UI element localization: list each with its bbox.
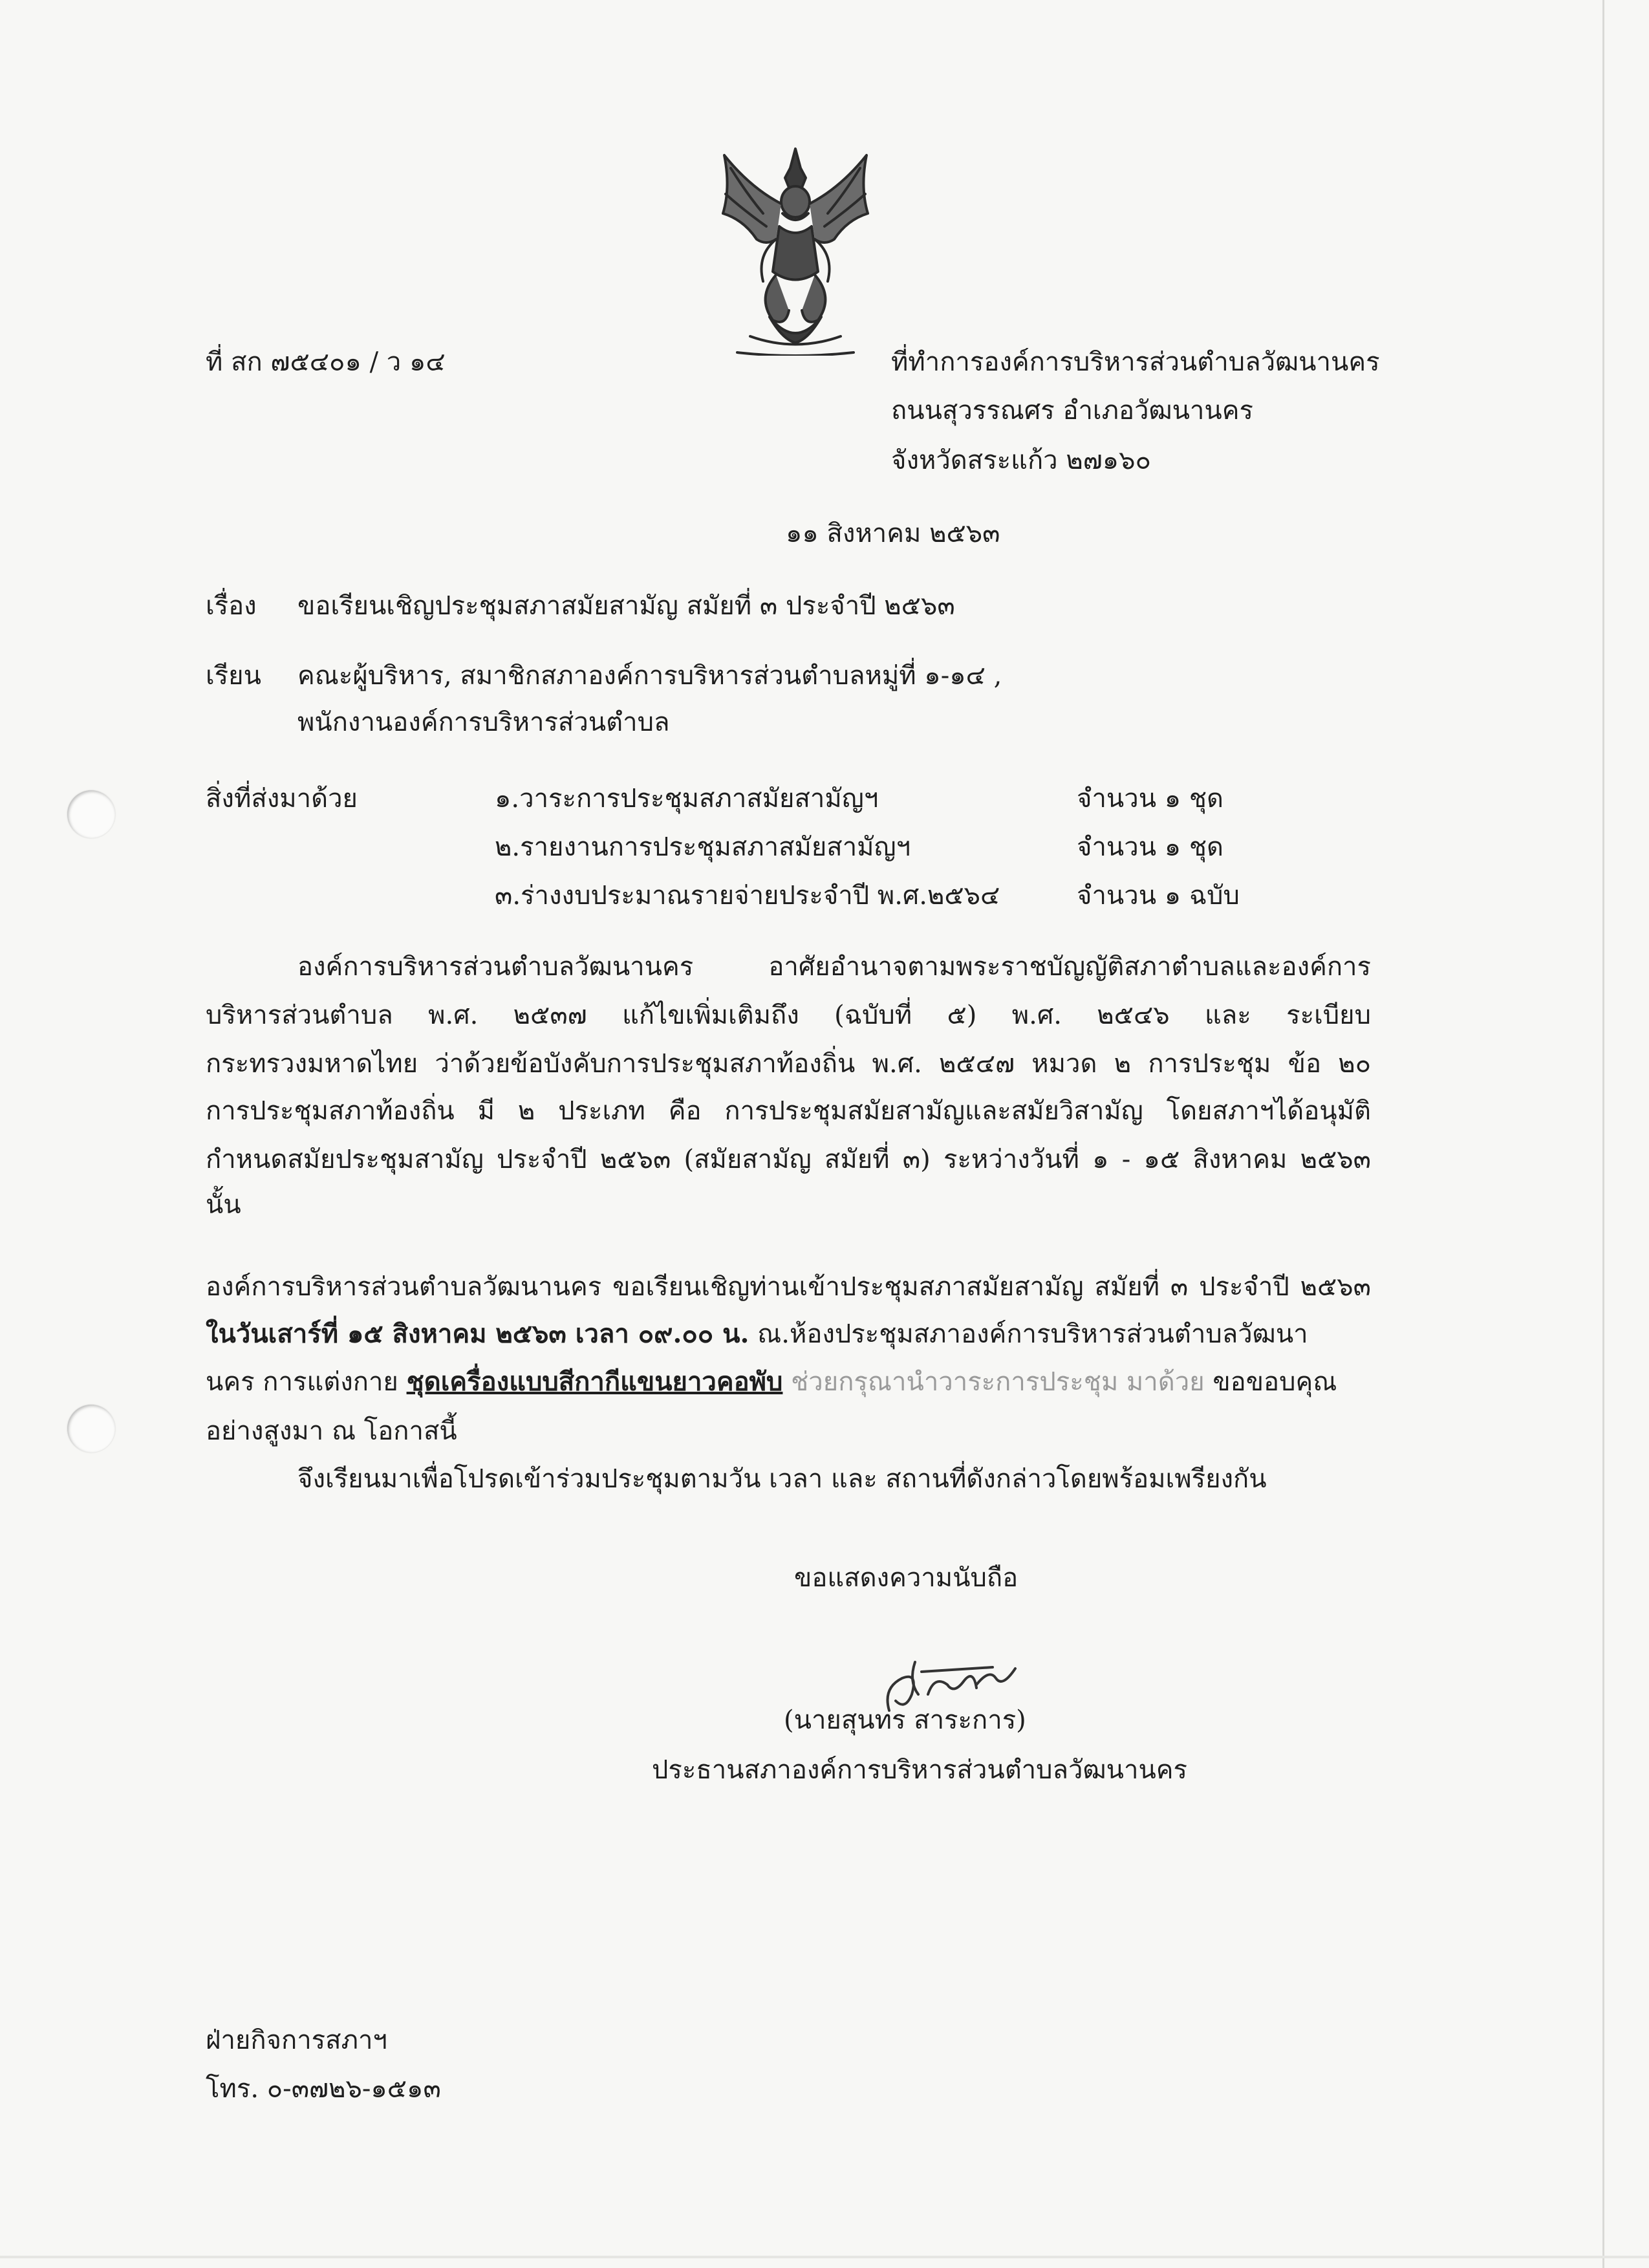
dress-code-lead: นคร การแต่งกาย bbox=[206, 1367, 407, 1397]
page-bottom-edge bbox=[0, 2256, 1649, 2258]
body-paragraph-1-line: การประชุมสภาท้องถิ่น มี ๒ ประเภท คือ การประชุมสมัยสามัญและสมัยวิสามัญ โดยสภาฯได้อนุมัติ bbox=[206, 1096, 1371, 1126]
body-paragraph-2-line-2 bbox=[206, 1318, 1308, 1350]
subject-text: ขอเรียนเชิญประชุมสภาสมัยสามัญ สมัยที่ ๓ ประจำปี ๒๕๖๓ bbox=[297, 591, 955, 621]
body-paragraph-2-line-4: อย่างสูงมา ณ โอกาสนี้ bbox=[206, 1416, 457, 1446]
addressee-line-1: คณะผู้บริหาร, สมาชิกสภาองค์การบริหารส่วนตำบลหมู่ที่ ๑-๑๔ , bbox=[297, 661, 1002, 691]
body-paragraph-2-line-1: องค์การบริหารส่วนตำบลวัฒนานคร ขอเรียนเชิญท่านเข้าประชุมสภาสมัยสามัญ สมัยที่ ๓ ประจำปี ๒๕๖๓ bbox=[206, 1272, 1372, 1302]
agenda-request: ช่วยกรุณานำวาระการประชุม มาด้วย bbox=[782, 1367, 1205, 1397]
body-paragraph-1-line: องค์การบริหารส่วนตำบลวัฒนานคร อาศัยอำนาจตามพระราชบัญญัติสภาตำบลและองค์การ bbox=[297, 952, 1371, 982]
office-address-line-3: จังหวัดสระแก้ว ๒๗๑๖๐ bbox=[891, 446, 1151, 475]
punch-hole-bottom bbox=[67, 1405, 115, 1453]
body-paragraph-1-line: บริหารส่วนตำบล พ.ศ. ๒๕๓๗ แก้ไขเพิ่มเติมถึง (ฉบับที่ ๕) พ.ศ. ๒๕๔๖ และ ระเบียบ bbox=[206, 1000, 1371, 1030]
addressee-line-2: พนักงานองค์การบริหารส่วนตำบล bbox=[297, 707, 670, 737]
dress-code: ชุดเครื่องแบบสีกากีแขนยาวคอพับ bbox=[406, 1366, 783, 1397]
punch-hole-top bbox=[67, 790, 115, 838]
reference-number: ที่ สก ๗๕๔๐๑ / ว ๑๔ bbox=[206, 347, 446, 377]
footer-department: ฝ่ายกิจการสภาฯ bbox=[206, 2025, 387, 2055]
signer-name: (นายสุนทร สาระการ) bbox=[784, 1705, 1026, 1735]
footer-phone: โทร. ๐-๓๗๒๖-๑๕๑๓ bbox=[206, 2074, 441, 2104]
body-paragraph-1-line: นั้น bbox=[206, 1190, 241, 1220]
signer-title: ประธานสภาองค์การบริหารส่วนตำบลวัฒนานคร bbox=[652, 1755, 1188, 1785]
body-paragraph-1-line: กระทรวงมหาดไทย ว่าด้วยข้อบังคับการประชุมสภาท้องถิ่น พ.ศ. ๒๕๔๗ หมวด ๒ การประชุม ข้อ ๒๐ bbox=[206, 1049, 1371, 1079]
body-paragraph-1-line: กำหนดสมัยประชุมสามัญ ประจำปี ๒๕๖๓ (สมัยสามัญ สมัยที่ ๓) ระหว่างวันที่ ๑ - ๑๕ สิงหาคม ๒๕๖๓ bbox=[206, 1145, 1371, 1174]
office-address-line-2: ถนนสุวรรณศร อำเภอวัฒนานคร bbox=[891, 396, 1253, 426]
addressee-label: เรียน bbox=[206, 661, 261, 691]
enclosure-item: ๓.ร่างงบประมาณรายจ่ายประจำปี พ.ศ.๒๕๖๔ bbox=[495, 881, 1000, 911]
enclosures-label: สิ่งที่ส่งมาด้วย bbox=[206, 784, 358, 814]
meeting-venue: ณ.ห้องประชุมสภาองค์การบริหารส่วนตำบลวัฒนา bbox=[749, 1319, 1308, 1349]
letter-date: ๑๑ สิงหาคม ๒๕๖๓ bbox=[786, 519, 1000, 548]
enclosure-item: ๑.วาระการประชุมสภาสมัยสามัญฯ bbox=[495, 784, 879, 814]
enclosure-qty: จำนวน ๑ ชุด bbox=[1077, 784, 1223, 814]
meeting-datetime: ในวันเสาร์ที่ ๑๕ สิงหาคม ๒๕๖๓ เวลา ๐๙.๐๐ น. bbox=[206, 1319, 749, 1349]
thanks-text: ขอขอบคุณ bbox=[1204, 1367, 1337, 1397]
subject-label: เรื่อง bbox=[206, 591, 257, 621]
office-address-line-1: ที่ทำการองค์การบริหารส่วนตำบลวัฒนานคร bbox=[891, 347, 1380, 377]
page-edge bbox=[1602, 0, 1604, 2268]
enclosure-qty: จำนวน ๑ ฉบับ bbox=[1077, 881, 1240, 911]
body-paragraph-3: จึงเรียนมาเพื่อโปรดเข้าร่วมประชุมตามวัน เวลา และ สถานที่ดังกล่าวโดยพร้อมเพรียงกัน bbox=[297, 1464, 1267, 1494]
closing-regards: ขอแสดงความนับถือ bbox=[794, 1563, 1018, 1593]
garuda-emblem-icon bbox=[711, 142, 879, 356]
enclosure-qty: จำนวน ๑ ชุด bbox=[1077, 832, 1223, 862]
body-paragraph-2-line-3 bbox=[206, 1366, 1337, 1398]
enclosure-item: ๒.รายงานการประชุมสภาสมัยสามัญฯ bbox=[495, 832, 911, 862]
